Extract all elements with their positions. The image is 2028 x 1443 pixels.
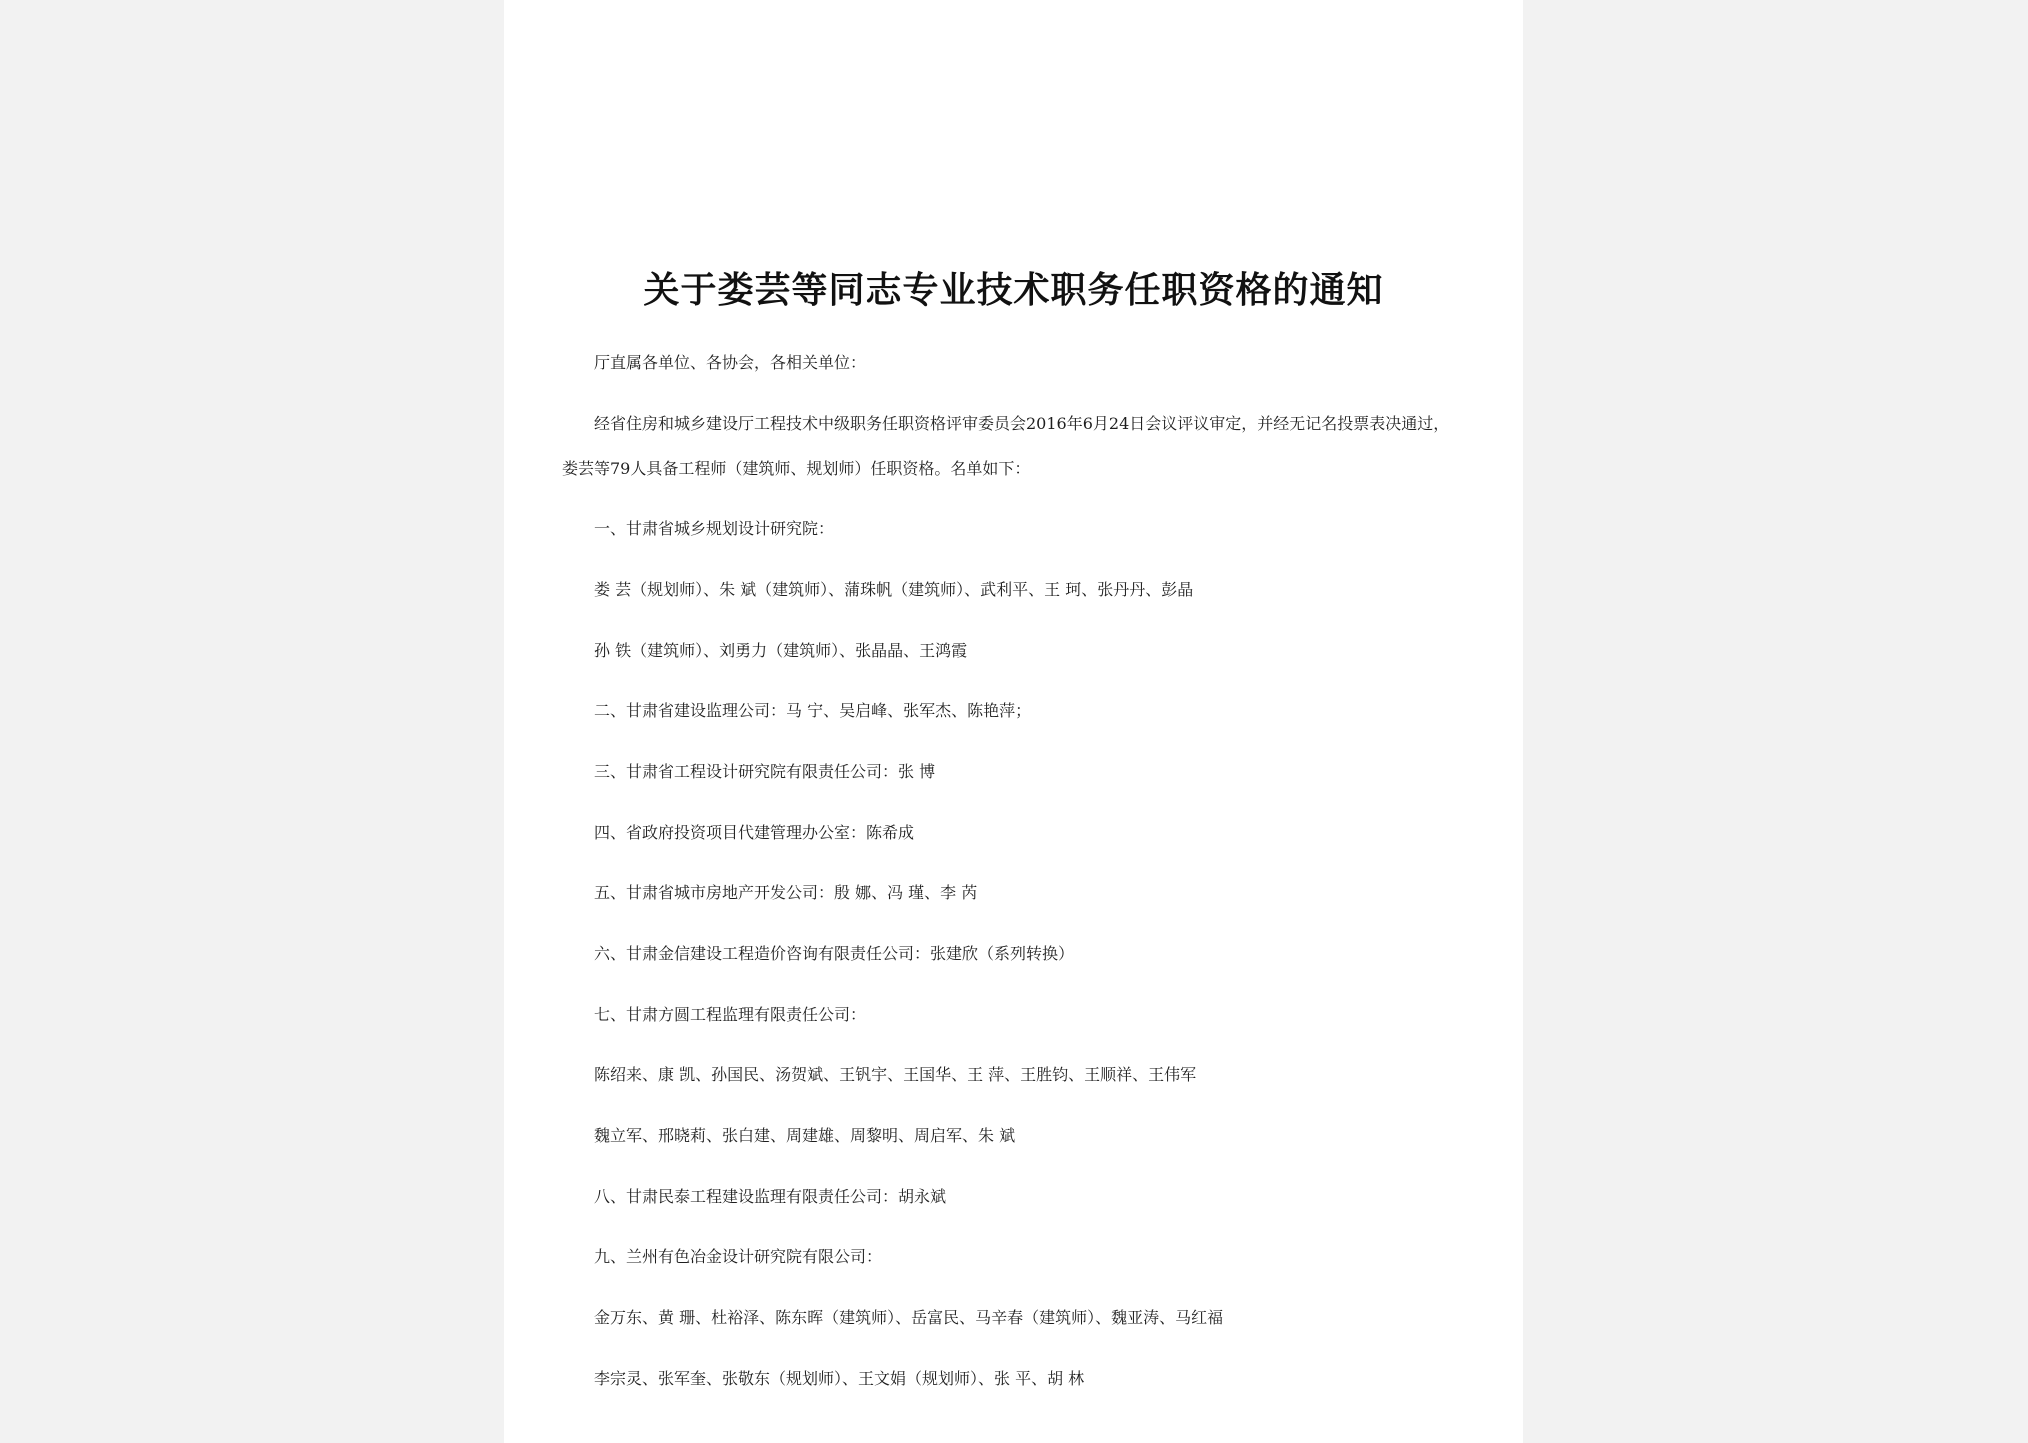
intro-line-1: 经省住房和城乡建设厅工程技术中级职务任职资格评审委员会2016年6月24日会议评议审定，并经无记名投票表决通过， <box>594 414 1450 433</box>
list-item: 三、甘肃省工程设计研究院有限责任公司：张 博 <box>594 762 936 781</box>
list-item: 八、甘肃民泰工程建设监理有限责任公司：胡永斌 <box>594 1187 947 1206</box>
list-item: 孙 铁（建筑师）、刘勇力（建筑师）、张晶晶、王鸿霞 <box>594 641 968 660</box>
list-item: 四、省政府投资项目代建管理办公室：陈希成 <box>594 823 915 842</box>
intro-line-2: 娄芸等79人具备工程师（建筑师、规划师）任职资格。名单如下： <box>562 459 1031 478</box>
document-page <box>504 0 1523 1443</box>
list-item: 李宗灵、张军奎、张敬东（规划师）、王文娟（规划师）、张 平、胡 林 <box>594 1369 1085 1388</box>
list-item: 七、甘肃方圆工程监理有限责任公司： <box>594 1005 867 1024</box>
list-item: 二、甘肃省建设监理公司：马 宁、吴启峰、张军杰、陈艳萍； <box>594 701 1032 720</box>
document-title: 关于娄芸等同志专业技术职务任职资格的通知 <box>643 269 1384 311</box>
list-item: 魏立军、邢晓莉、张白建、周建雄、周黎明、周启军、朱 斌 <box>594 1126 1016 1145</box>
list-item: 娄 芸（规划师）、朱 斌（建筑师）、蒲珠帆（建筑师）、武利平、王 珂、张丹丹、彭晶 <box>594 580 1194 599</box>
list-item: 五、甘肃省城市房地产开发公司：殷 娜、冯 瑾、李 芮 <box>594 883 978 902</box>
salutation: 厅直属各单位、各协会，各相关单位： <box>594 353 867 372</box>
list-item: 金万东、黄 珊、杜裕泽、陈东晖（建筑师）、岳富民、马辛春（建筑师）、魏亚涛、马红福 <box>594 1308 1224 1327</box>
list-item: 九、兰州有色冶金设计研究院有限公司： <box>594 1247 883 1266</box>
list-item: 六、甘肃金信建设工程造价咨询有限责任公司：张建欣（系列转换） <box>594 944 1075 963</box>
list-item: 一、甘肃省城乡规划设计研究院： <box>594 519 835 538</box>
list-item: 陈绍来、康 凯、孙国民、汤贺斌、王钒宇、王国华、王 萍、王胜钧、王顺祥、王伟军 <box>594 1065 1197 1084</box>
